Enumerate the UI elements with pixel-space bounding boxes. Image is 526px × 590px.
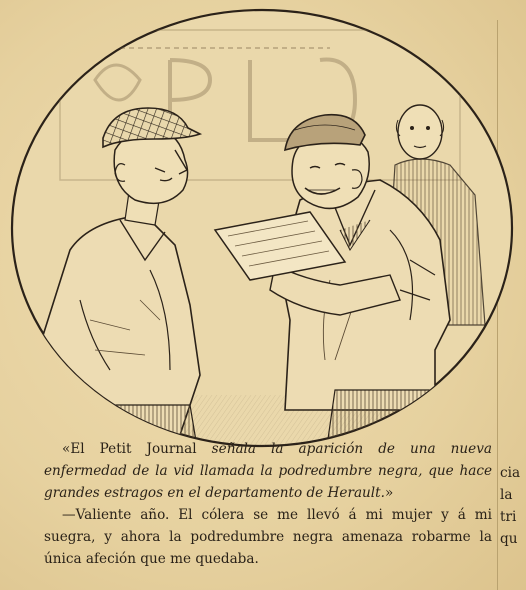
cartoon-caption: [44, 438, 492, 570]
quote-close: »: [384, 485, 394, 501]
adjacent-line: qu: [500, 531, 518, 547]
adjacent-column-fragment: [500, 462, 526, 550]
quote-source: «El Petit Journal: [62, 441, 197, 457]
adjacent-line: tri: [500, 509, 517, 525]
reply-paragraph: —Valiente año. El cólera se me llevó á mi mujer y á mi suegra, y ahora la podredumbre negra amenaza robarme la única afeción que me quedaba.: [44, 507, 492, 567]
quote-text: señala la aparición de una nueva enfermedad de la vid llamada la podredumbre negra, que hace grandes estragos en el departamento de Herault.: [44, 441, 493, 501]
adjacent-line: la: [500, 487, 513, 503]
quote-paragraph: [44, 438, 492, 504]
adjacent-line: cia: [500, 465, 521, 481]
